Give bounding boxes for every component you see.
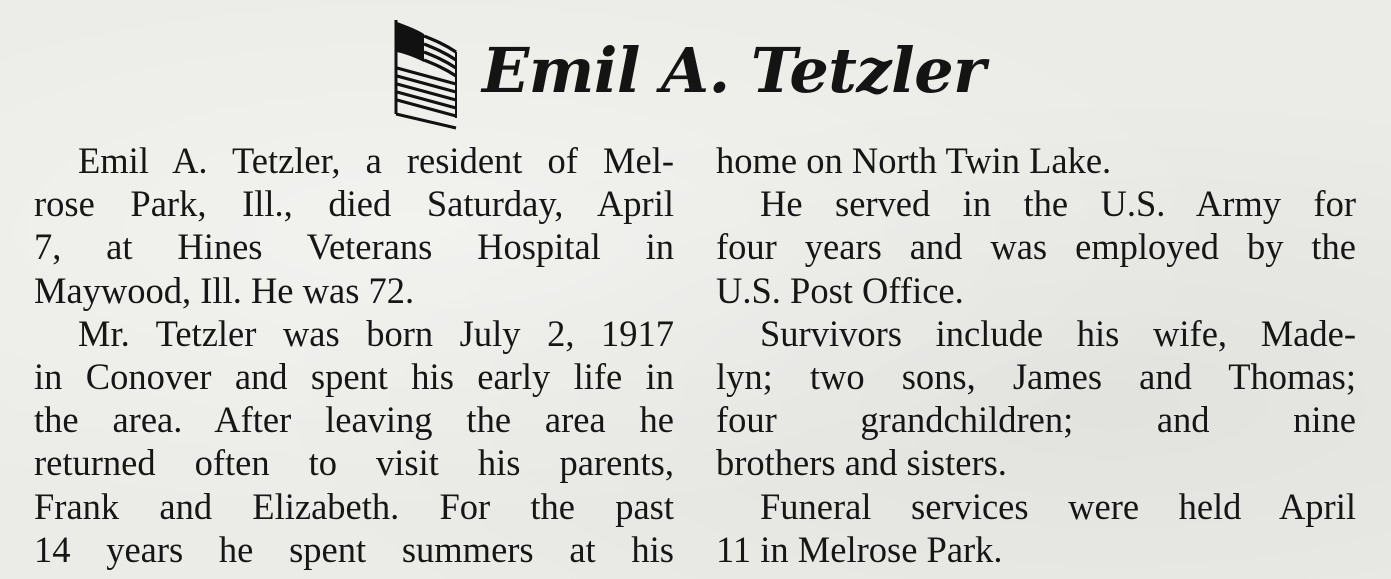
obituary-headline: Emil A. Tetzler: [482, 33, 986, 107]
text-line: 14 years he spent summers at his: [34, 528, 674, 570]
text-line: 7, at Hines Veterans Hospital in: [34, 226, 674, 268]
text-line: home on North Twin Lake.: [716, 140, 1112, 181]
left-column: [34, 139, 674, 571]
text-line: He served in the U.S. Army for: [760, 183, 1356, 225]
headline-row: [390, 14, 985, 134]
text-line: brothers and sisters.: [716, 442, 1007, 484]
text-line: lyn; two sons, James and Thomas;: [716, 356, 1356, 398]
text-line: Funeral services were held April: [760, 485, 1356, 527]
text-line: Mr. Tetzler was born July 2, 1917: [78, 312, 674, 354]
text-line: four grandchildren; and nine: [716, 399, 1356, 441]
text-line: returned often to visit his parents,: [34, 442, 674, 484]
text-line: the area. After leaving the area he: [34, 399, 674, 441]
american-flag-icon: [390, 18, 462, 130]
text-line: four years and was employed by the: [716, 226, 1356, 268]
text-line: Survivors include his wife, Made-: [760, 312, 1356, 354]
text-line: U.S. Post Office.: [716, 269, 964, 311]
right-column: [716, 139, 1356, 571]
text-line: Maywood, Ill. He was 72.: [34, 269, 415, 311]
text-line: rose Park, Ill., died Saturday, April: [34, 183, 674, 225]
text-line: Emil A. Tetzler, a resident of Mel-: [78, 140, 674, 181]
text-line: Frank and Elizabeth. For the past: [34, 485, 674, 527]
text-line: 11 in Melrose Park.: [716, 528, 1003, 570]
text-line: in Conover and spent his early life in: [34, 356, 674, 398]
